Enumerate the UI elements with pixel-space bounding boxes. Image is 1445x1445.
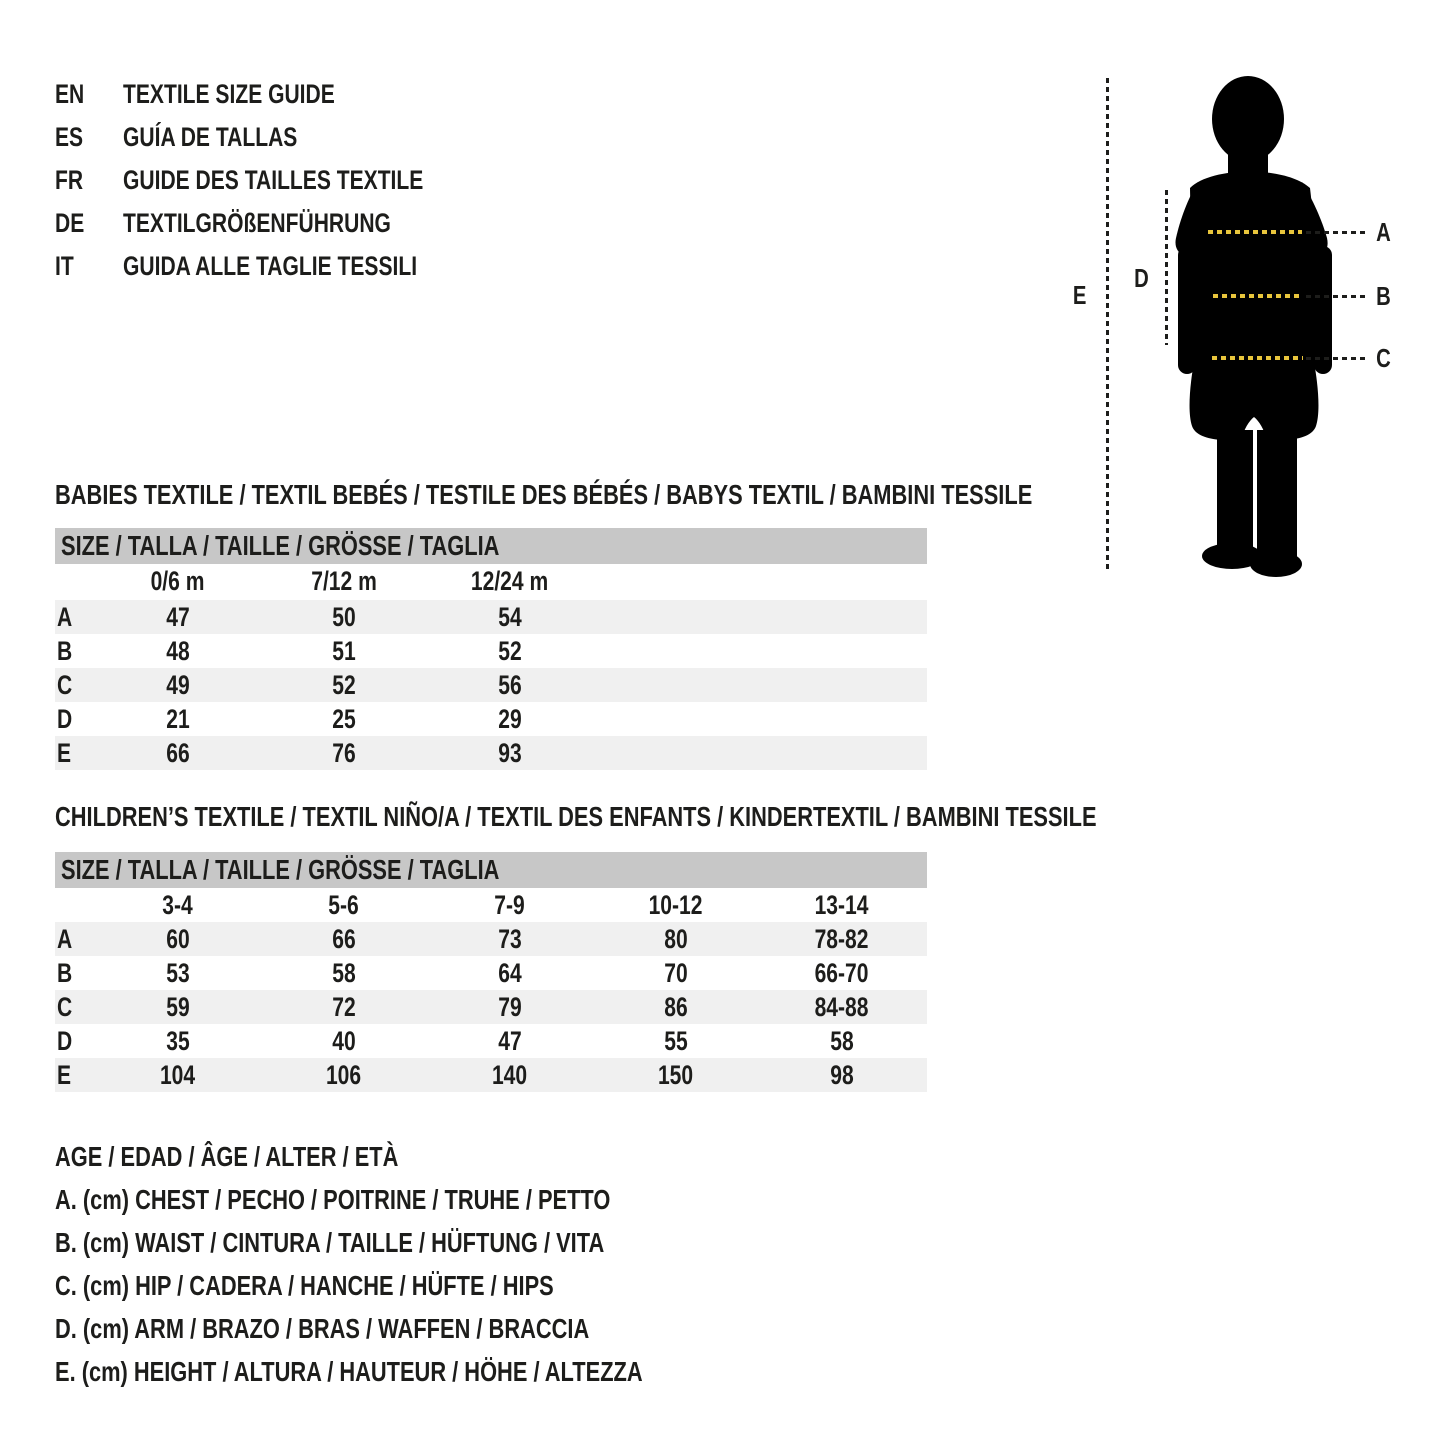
row-label: A bbox=[57, 601, 73, 632]
column-header: 7-9 bbox=[494, 889, 526, 920]
table-row bbox=[55, 600, 927, 634]
table-cell: 64 bbox=[498, 957, 522, 988]
table-cell: 54 bbox=[498, 601, 522, 632]
table-cell: 29 bbox=[498, 703, 522, 734]
table-cell: 58 bbox=[332, 957, 356, 988]
column-header: 7/12 m bbox=[311, 565, 377, 596]
table-cell: 70 bbox=[664, 957, 688, 988]
legend-line-height: E. (cm) HEIGHT / ALTURA / HAUTEUR / HÖHE / ALTEZZA bbox=[55, 1356, 643, 1387]
row-label: B bbox=[57, 635, 73, 666]
table-row bbox=[55, 1024, 927, 1058]
waist-pointer-line bbox=[1306, 295, 1366, 298]
table-cell: 72 bbox=[332, 991, 356, 1022]
table-cell: 49 bbox=[166, 669, 190, 700]
column-header: 13-14 bbox=[815, 889, 869, 920]
guide-title: GUIDE DES TAILLES TEXTILE bbox=[123, 165, 424, 195]
chest-pointer-line bbox=[1306, 231, 1366, 234]
table-cell: 21 bbox=[166, 703, 190, 734]
table-cell: 150 bbox=[658, 1059, 694, 1090]
guide-title: TEXTILGRÖßENFÜHRUNG bbox=[123, 208, 391, 238]
language-code: IT bbox=[55, 251, 74, 281]
marker-label-b: B bbox=[1375, 280, 1391, 311]
legend-line-arm: D. (cm) ARM / BRAZO / BRAS / WAFFEN / BRACCIA bbox=[55, 1313, 590, 1344]
table-cell: 66-70 bbox=[815, 957, 869, 988]
table-cell: 60 bbox=[166, 923, 190, 954]
column-header: 0/6 m bbox=[151, 565, 205, 596]
table-row bbox=[55, 990, 927, 1024]
section-title: CHILDREN’S TEXTILE / TEXTIL NIÑO/A / TEXTIL DES ENFANTS / KINDERTEXTIL / BAMBINI TESSILE bbox=[55, 801, 1097, 832]
measurement-figure bbox=[1060, 60, 1445, 620]
marker-label-c: C bbox=[1375, 342, 1391, 373]
babies-size-table bbox=[55, 479, 1033, 770]
table-cell: 79 bbox=[498, 991, 522, 1022]
marker-label-e: E bbox=[1073, 279, 1087, 310]
column-header: 5-6 bbox=[328, 889, 360, 920]
table-cell: 47 bbox=[498, 1025, 522, 1056]
hip-measure-line bbox=[1212, 356, 1303, 360]
table-cell: 51 bbox=[332, 635, 356, 666]
column-header-row bbox=[55, 564, 927, 598]
table-cell: 35 bbox=[166, 1025, 190, 1056]
chest-measure-line bbox=[1208, 230, 1302, 234]
row-label: C bbox=[57, 991, 73, 1022]
row-label: D bbox=[57, 703, 73, 734]
column-header-row bbox=[55, 888, 927, 922]
table-cell: 48 bbox=[166, 635, 190, 666]
table-cell: 106 bbox=[326, 1059, 362, 1090]
column-header: 3-4 bbox=[162, 889, 194, 920]
table-row bbox=[55, 1058, 927, 1092]
table-cell: 76 bbox=[332, 737, 356, 768]
table-cell: 56 bbox=[498, 669, 522, 700]
table-cell: 98 bbox=[830, 1059, 854, 1090]
table-row bbox=[55, 922, 927, 956]
section-title: BABIES TEXTILE / TEXTIL BEBÉS / TESTILE DES BÉBÉS / BABYS TEXTIL / BAMBINI TESSILE bbox=[55, 479, 1033, 510]
children-size-table bbox=[55, 801, 1097, 1092]
table-cell: 73 bbox=[498, 923, 522, 954]
table-row bbox=[55, 634, 927, 668]
language-code: EN bbox=[55, 79, 85, 109]
language-code: DE bbox=[55, 208, 85, 238]
table-cell: 140 bbox=[492, 1059, 528, 1090]
arm-measure-line bbox=[1165, 190, 1168, 345]
table-cell: 78-82 bbox=[815, 923, 869, 954]
legend-line-waist: B. (cm) WAIST / CINTURA / TAILLE / HÜFTUNG / VITA bbox=[55, 1227, 605, 1258]
column-header: 10-12 bbox=[649, 889, 703, 920]
row-label: E bbox=[57, 737, 72, 768]
guide-title: TEXTILE SIZE GUIDE bbox=[123, 79, 335, 109]
marker-label-a: A bbox=[1375, 216, 1391, 247]
height-measure-line bbox=[1106, 78, 1109, 573]
table-cell: 52 bbox=[332, 669, 356, 700]
legend-line-hip: C. (cm) HIP / CADERA / HANCHE / HÜFTE / HIPS bbox=[55, 1270, 554, 1301]
table-cell: 50 bbox=[332, 601, 356, 632]
guide-title: GUÍA DE TALLAS bbox=[123, 122, 298, 152]
table-cell: 86 bbox=[664, 991, 688, 1022]
table-cell: 47 bbox=[166, 601, 190, 632]
table-cell: 84-88 bbox=[815, 991, 869, 1022]
table-cell: 59 bbox=[166, 991, 190, 1022]
waist-measure-line bbox=[1213, 294, 1300, 298]
row-label: E bbox=[57, 1059, 72, 1090]
guide-title: GUIDA ALLE TAGLIE TESSILI bbox=[123, 251, 418, 281]
size-header-bar: SIZE / TALLA / TAILLE / GRÖSSE / TAGLIA bbox=[55, 528, 927, 564]
table-cell: 53 bbox=[166, 957, 190, 988]
table-cell: 52 bbox=[498, 635, 522, 666]
legend-line-chest: A. (cm) CHEST / PECHO / POITRINE / TRUHE / PETTO bbox=[55, 1184, 611, 1215]
language-code: ES bbox=[55, 122, 84, 152]
table-cell: 66 bbox=[166, 737, 190, 768]
table-cell: 80 bbox=[664, 923, 688, 954]
table-cell: 104 bbox=[160, 1059, 196, 1090]
table-cell: 58 bbox=[830, 1025, 854, 1056]
table-row bbox=[55, 956, 927, 990]
row-label: B bbox=[57, 957, 73, 988]
table-cell: 40 bbox=[332, 1025, 356, 1056]
table-cell: 25 bbox=[332, 703, 356, 734]
table-cell: 93 bbox=[498, 737, 522, 768]
table-row bbox=[55, 702, 927, 736]
language-code: FR bbox=[55, 165, 84, 195]
child-silhouette bbox=[1170, 66, 1340, 580]
hip-pointer-line bbox=[1306, 357, 1366, 360]
table-cell: 55 bbox=[664, 1025, 688, 1056]
row-label: A bbox=[57, 923, 73, 954]
marker-label-d: D bbox=[1133, 262, 1149, 293]
legend-line-age: AGE / EDAD / ÂGE / ALTER / ETÀ bbox=[55, 1141, 399, 1172]
row-label: C bbox=[57, 669, 73, 700]
column-header: 12/24 m bbox=[471, 565, 549, 596]
row-label: D bbox=[57, 1025, 73, 1056]
table-row bbox=[55, 736, 927, 770]
table-cell: 66 bbox=[332, 923, 356, 954]
table-row bbox=[55, 668, 927, 702]
size-header-bar: SIZE / TALLA / TAILLE / GRÖSSE / TAGLIA bbox=[55, 852, 927, 888]
